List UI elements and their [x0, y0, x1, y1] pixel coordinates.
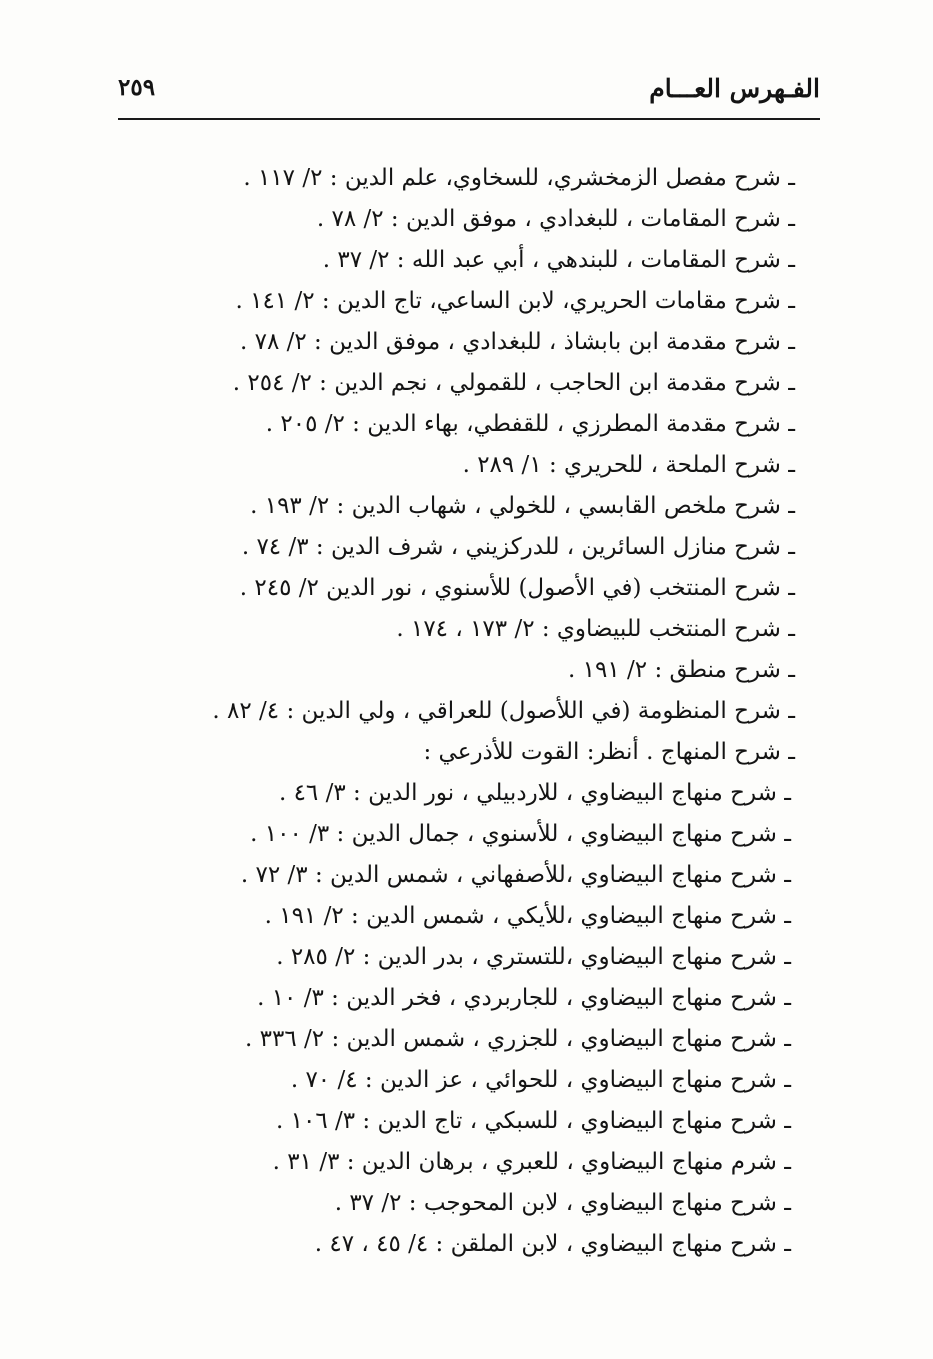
index-entry: ـ شرح الملحة ، للحريري : ١/ ٢٨٩ . [462, 452, 795, 478]
index-entry: ـ شرح منهاج البيضاوي ، لابن الملقن : ٤/ ٤٥ ، ٤٧ . [314, 1231, 791, 1257]
index-entry: ـ شرح المقامات ، للبغدادي ، موفق الدين : ٢/ ٧٨ . [316, 206, 795, 232]
page-number: ٢٥٩ [118, 74, 156, 101]
index-entry: ـ شرح ملخص القابسي ، للخولي ، شهاب الدين : ٢/ ١٩٣ . [250, 493, 795, 519]
index-entry: ـ شرح المنتخب (في الأصول) للأسنوي ، نور الدين ٢/ ٢٤٥ . [239, 575, 795, 601]
index-entry: ـ شرح مقدمة ابن الحاجب ، للقمولي ، نجم الدين : ٢/ ٢٥٤ . [232, 370, 795, 396]
index-entry: ـ شرح منهاج البيضاوي ، للجزري ، شمس الدين : ٢/ ٣٣٦ . [245, 1026, 791, 1052]
index-entry: ـ شرح مفصل الزمخشري، للسخاوي، علم الدين : ٢/ ١١٧ . [243, 165, 795, 191]
index-entry: ـ شرح مقامات الحريري، لابن الساعي، تاج الدين : ٢/ ١٤١ . [235, 288, 795, 314]
index-entry: ـ شرح مقدمة ابن بابشاذ ، للبغدادي ، موفق الدين : ٢/ ٧٨ . [239, 329, 795, 355]
index-entry: ـ شرح منطق : ٢/ ١٩١ . [568, 657, 795, 683]
index-entry: ـ شرح منهاج البيضاوي ، للاردبيلي ، نور الدين : ٣/ ٤٦ . [278, 780, 791, 806]
index-entry: ـ شرح منهاج البيضاوي ، للسبكي ، تاج الدين : ٣/ ١٠٦ . [275, 1108, 791, 1134]
header-title: الفـهرس العـــام [649, 74, 820, 103]
index-entry: ـ شرح منازل السائرين ، للدركزيني ، شرف الدين : ٣/ ٧٤ . [241, 534, 795, 560]
index-entry: ـ شرم منهاج البيضاوي ، للعبري ، برهان الدين : ٣/ ٣١ . [272, 1149, 791, 1175]
index-entry: ـ شرح المنهاج . أنظر: القوت للأذرعي : [423, 739, 795, 765]
index-entry: ـ شرح منهاج البيضاوي ،للتستري ، بدر الدين : ٢/ ٢٨٥ . [276, 944, 791, 970]
index-entry: ـ شرح منهاج البيضاوي ، لابن المحوجب : ٢/ ٣٧ . [334, 1190, 791, 1216]
index-entry: ـ شرح المنتخب للبيضاوي : ٢/ ١٧٣ ، ١٧٤ . [396, 616, 795, 642]
index-entry: ـ شرح المنظومة (في اللأصول) للعراقي ، ولي الدين : ٤/ ٨٢ . [212, 698, 795, 724]
index-entry: ـ شرح منهاج البيضاوي ، للأسنوي ، جمال الدين : ٣/ ١٠٠ . [250, 821, 791, 847]
running-header [118, 70, 820, 120]
index-entry: ـ شرح منهاج البيضاوي ،للأيكي ، شمس الدين : ٢/ ١٩١ . [264, 903, 791, 929]
index-entry: ـ شرح مقدمة المطرزي ، للقفطي، بهاء الدين : ٢/ ٢٠٥ . [265, 411, 795, 437]
index-entries [155, 158, 795, 1265]
index-entry: ـ شرح منهاج البيضاوي ، للجاربردي ، فخر الدين : ٣/ ١٠ . [257, 985, 791, 1011]
index-entry: ـ شرح منهاج البيضاوي ، للحوائي ، عز الدين : ٤/ ٧٠ . [290, 1067, 791, 1093]
index-entry: ـ شرح المقامات ، للبندهي ، أبي عبد الله : ٢/ ٣٧ . [322, 247, 795, 273]
index-entry: ـ شرح منهاج البيضاوي ،للأصفهاني ، شمس الدين : ٣/ ٧٢ . [240, 862, 791, 888]
